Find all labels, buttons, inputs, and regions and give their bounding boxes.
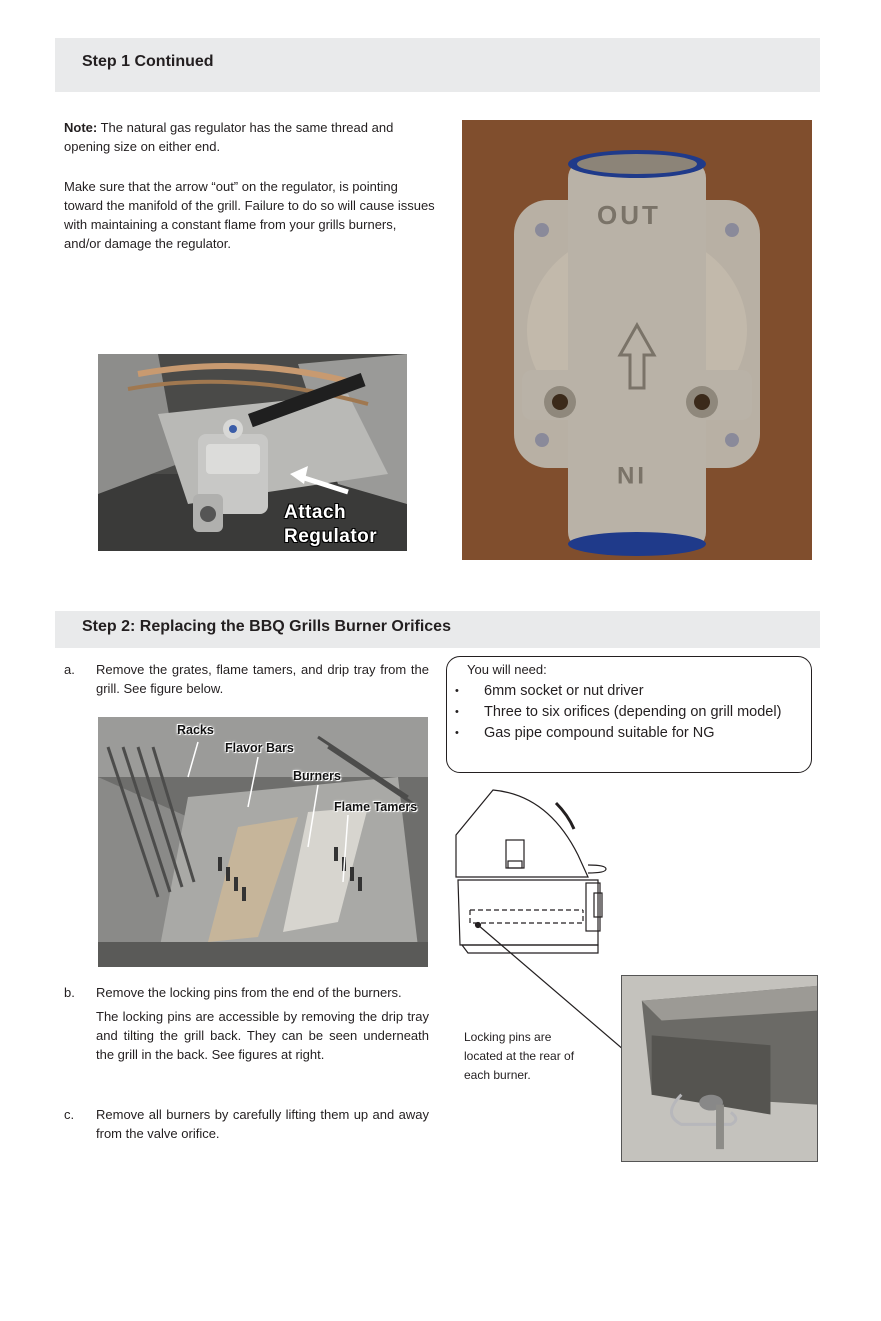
step-item-b xyxy=(64,983,429,1064)
locking-pins-caption: Locking pins are located at the rear of each burner. xyxy=(464,1030,575,1082)
needs-list xyxy=(455,681,800,744)
note-label: Note: xyxy=(64,120,98,135)
grill-interior-photo xyxy=(98,717,428,967)
bullet-icon: • xyxy=(455,727,459,739)
item-a-text: Remove the grates, flame tamers, and drip tray from the grill. See figure below. xyxy=(96,662,429,696)
step-item-c xyxy=(64,1105,429,1143)
label-flavor-bars: Flavor Bars xyxy=(225,741,294,755)
label-racks: Racks xyxy=(177,723,214,737)
regulator-photo xyxy=(462,120,812,560)
step-item-a xyxy=(64,660,429,698)
step2-title: Step 2: Replacing the BBQ Grills Burner Orifices xyxy=(82,618,451,635)
needs-heading: You will need: xyxy=(467,662,547,677)
out-marking: OUT xyxy=(597,200,661,230)
label-flame-tamers: Flame Tamers xyxy=(334,800,418,814)
item-c-text: Remove all burners by carefully lifting them up and away from the valve orifice. xyxy=(96,1107,429,1141)
needs-item: • 6mm socket or nut driver xyxy=(455,681,800,702)
item-a-letter: a. xyxy=(64,662,75,677)
attach-regulator-photo xyxy=(98,354,407,551)
label-burners: Burners xyxy=(293,769,341,783)
you-will-need-box xyxy=(446,656,812,773)
item-b-letter: b. xyxy=(64,985,75,1000)
step1-header xyxy=(55,38,820,92)
bullet-icon: • xyxy=(455,685,459,697)
item-b-text: Remove the locking pins from the end of the burners. xyxy=(96,985,402,1000)
needs-item: • Gas pipe compound suitable for NG xyxy=(455,723,800,744)
note-text: The natural gas regulator has the same thread and opening size on either end. xyxy=(64,120,394,154)
note-paragraph xyxy=(64,118,436,156)
attach-label-line1: Attach xyxy=(284,502,347,523)
in-marking: IN xyxy=(614,461,644,488)
warning-paragraph: Make sure that the arrow “out” on the regulator, is pointing toward the manifold of the grill. Failure to do so will cause issues with maintaining a constant flame from your grills burners, and/or damage the regulator. xyxy=(64,179,435,251)
locking-pin-photo xyxy=(621,975,818,1162)
attach-label-line2: Regulator xyxy=(284,526,378,547)
step1-title: Step 1 Continued xyxy=(82,53,214,70)
step2-header xyxy=(55,611,820,648)
needs-item: • Three to six orifices (depending on grill model) xyxy=(455,702,800,723)
item-b-extra: The locking pins are accessible by removing the drip tray and tilting the grill back. They can be seen underneath the grill in the back. See figures at right. xyxy=(96,1009,429,1062)
item-c-letter: c. xyxy=(64,1107,75,1122)
bullet-icon: • xyxy=(455,706,459,718)
